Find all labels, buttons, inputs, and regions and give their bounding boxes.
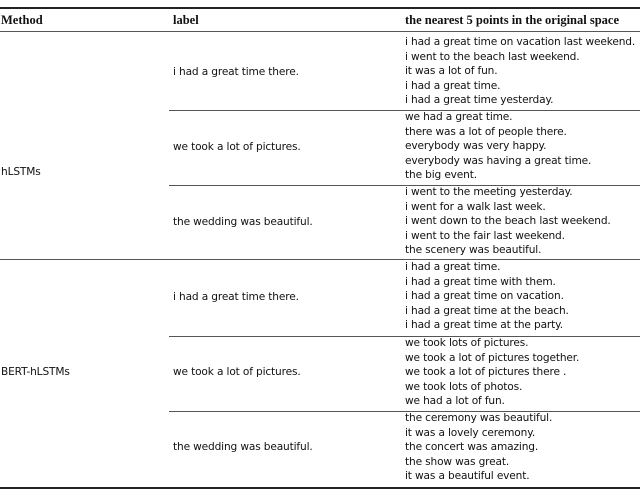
neighbor-item: we had a great time. (405, 111, 513, 123)
neighbor-item: it was a lot of fun. (405, 65, 498, 78)
neighbor-item: i had a great time at the beach. (405, 304, 569, 317)
header-rule (0, 31, 640, 32)
header-method: Method (1, 13, 43, 27)
neighbor-item: i went for a walk last week. (405, 200, 546, 213)
neighbor-item: i had a great time with them. (405, 275, 556, 288)
neighbor-item: i had a great time on vacation last weekend. (405, 36, 636, 48)
neighbor-item: the show was great. (405, 455, 510, 468)
neighbor-item: i had a great time. (405, 79, 501, 92)
neighbor-item: i had a great time at the party. (405, 319, 563, 332)
label-cell: the wedding was beautiful. (173, 216, 313, 228)
label-cell: the wedding was beautiful. (173, 441, 313, 453)
neighbor-item: the scenery was beautiful. (405, 244, 542, 257)
neighbors-cell (405, 260, 569, 333)
neighbors-cell (405, 110, 591, 183)
neighbor-item: we took lots of photos. (405, 380, 523, 393)
label-cell: i had a great time there. (173, 291, 299, 303)
neighbor-item: everybody was very happy. (405, 140, 547, 153)
neighbor-item: we took a lot of pictures there . (405, 366, 567, 379)
neighbor-item: i had a great time. (405, 261, 501, 273)
header-label: label (173, 13, 199, 27)
method-cell: hLSTMs (1, 166, 41, 178)
neighbor-item: the big event. (405, 169, 477, 182)
neighbor-item: we took a lot of pictures together. (405, 351, 580, 364)
neighbors-cell (405, 336, 579, 409)
top-rule (0, 7, 640, 9)
neighbor-item: i had a great time on vacation. (405, 290, 564, 303)
bottom-rule (0, 487, 640, 489)
label-cell: i had a great time there. (173, 66, 299, 78)
neighbor-item: we took lots of pictures. (405, 337, 529, 349)
neighbor-item: there was a lot of people there. (405, 125, 567, 138)
neighbor-item: i went down to the beach last weekend. (405, 215, 611, 228)
neighbor-item: it was a beautiful event. (405, 470, 530, 483)
neighbors-cell (405, 411, 552, 484)
neighbor-item: the concert was amazing. (405, 441, 539, 454)
label-cell: we took a lot of pictures. (173, 366, 301, 378)
neighbors-cell (405, 185, 611, 258)
method-cell: BERT-hLSTMs (1, 366, 70, 378)
neighbor-item: i had a great time yesterday. (405, 94, 554, 107)
neighbor-item: i went to the beach last weekend. (405, 50, 580, 63)
label-cell: we took a lot of pictures. (173, 141, 301, 153)
neighbor-item: everybody was having a great time. (405, 154, 592, 167)
neighbor-item: the ceremony was beautiful. (405, 412, 553, 424)
neighbor-item: i went to the fair last weekend. (405, 229, 565, 242)
neighbors-cell (405, 35, 635, 108)
neighbor-item: it was a lovely ceremony. (405, 426, 536, 439)
neighbor-item: i went to the meeting yesterday. (405, 186, 573, 198)
neighbor-item: we had a lot of fun. (405, 395, 505, 408)
header-neighbors: the nearest 5 points in the original space (405, 13, 620, 27)
